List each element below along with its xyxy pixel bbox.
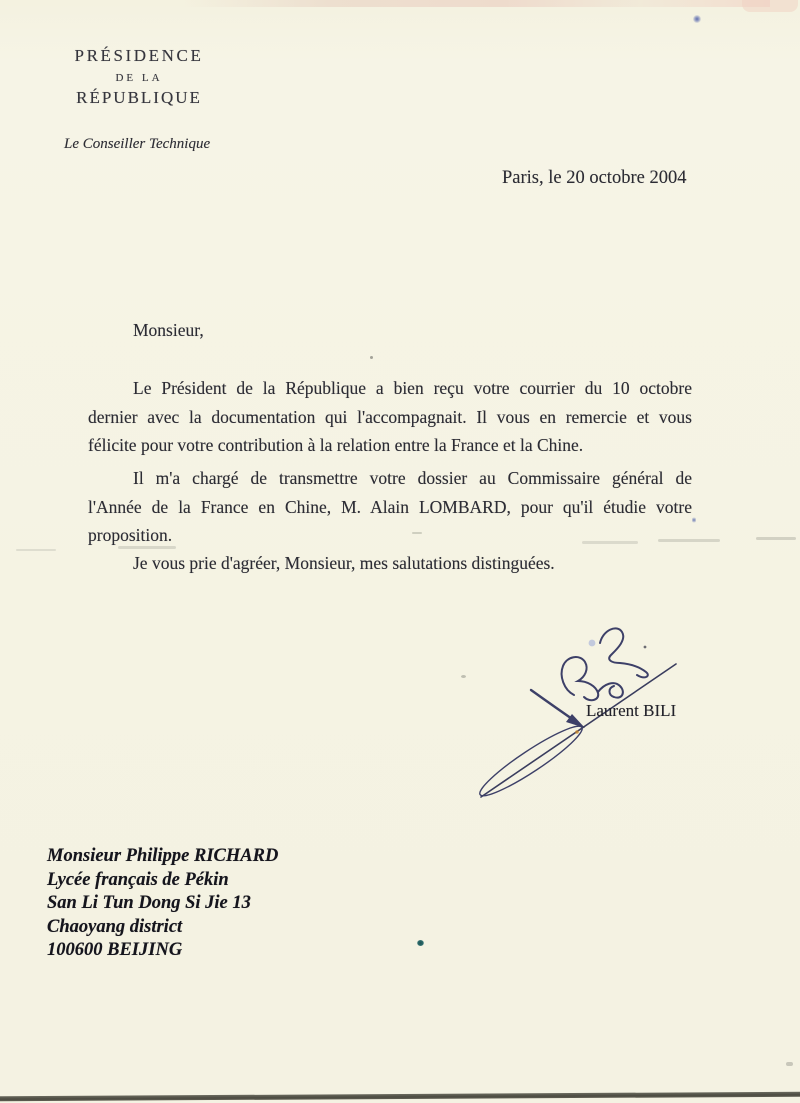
recipient-line: Lycée français de Pékin [47, 869, 229, 890]
dateline: Paris, le 20 octobre 2004 [502, 168, 687, 188]
closing-line: Je vous prie d'agréer, Monsieur, mes salutations distinguées. [133, 553, 555, 573]
salutation: Monsieur, [133, 320, 204, 340]
scanner-edge-line [0, 1092, 800, 1101]
scan-dash-artifact [16, 549, 56, 551]
ink-speck-artifact [693, 15, 701, 23]
paragraph-1 [88, 374, 692, 460]
recipient-line: Monsieur Philippe RICHARD [47, 846, 279, 866]
scan-corner-smudge-artifact [742, 0, 798, 12]
scan-dash-artifact [118, 546, 176, 549]
recipient-line: 100600 BEIJING [47, 940, 183, 961]
recipient-address [47, 845, 278, 963]
sender-role: Le Conseiller Technique [64, 136, 211, 152]
paragraph-1-line-3: félicite pour votre contribution à la relation entre la France et la Chine. [88, 435, 584, 455]
paragraph-1-line-2: dernier avec la documentation qui l'accompagnait. Il vous en remercie et vous [88, 406, 692, 427]
signature-name: Laurent BILI [586, 701, 677, 720]
ink-speck-artifact [786, 1062, 793, 1066]
paragraph-2 [88, 464, 692, 550]
scan-dash-artifact [756, 537, 796, 540]
ink-speck-artifact [370, 356, 373, 359]
letterhead-line1: PRÉSIDENCE [74, 46, 204, 65]
scan-top-band-artifact [180, 0, 770, 7]
paragraph-2-line-2: l'Année de la France en Chine, M. Alain LOMBARD, pour qu'il étudie votre [88, 496, 692, 517]
recipient-line: San Li Tun Dong Si Jie 13 [47, 893, 251, 914]
paragraph-2-line-1: Il m'a chargé de transmettre votre dossier au Commissaire général de [133, 468, 692, 488]
recipient-line: Chaoyang district [47, 916, 183, 937]
scan-dash-artifact [582, 541, 638, 544]
scan-dash-artifact [658, 539, 720, 542]
letterhead-line2: DE LA [115, 72, 163, 84]
scan-dash-artifact [412, 532, 422, 534]
ink-speck-artifact [692, 517, 696, 523]
letterhead [58, 46, 220, 108]
paragraph-2-line-3: proposition. [88, 525, 173, 545]
letterhead-line3: RÉPUBLIQUE [76, 88, 202, 107]
paragraph-1-line-1: Le Président de la République a bien reçu votre courrier du 10 octobre [133, 378, 692, 398]
ink-speck-artifact [417, 940, 424, 946]
